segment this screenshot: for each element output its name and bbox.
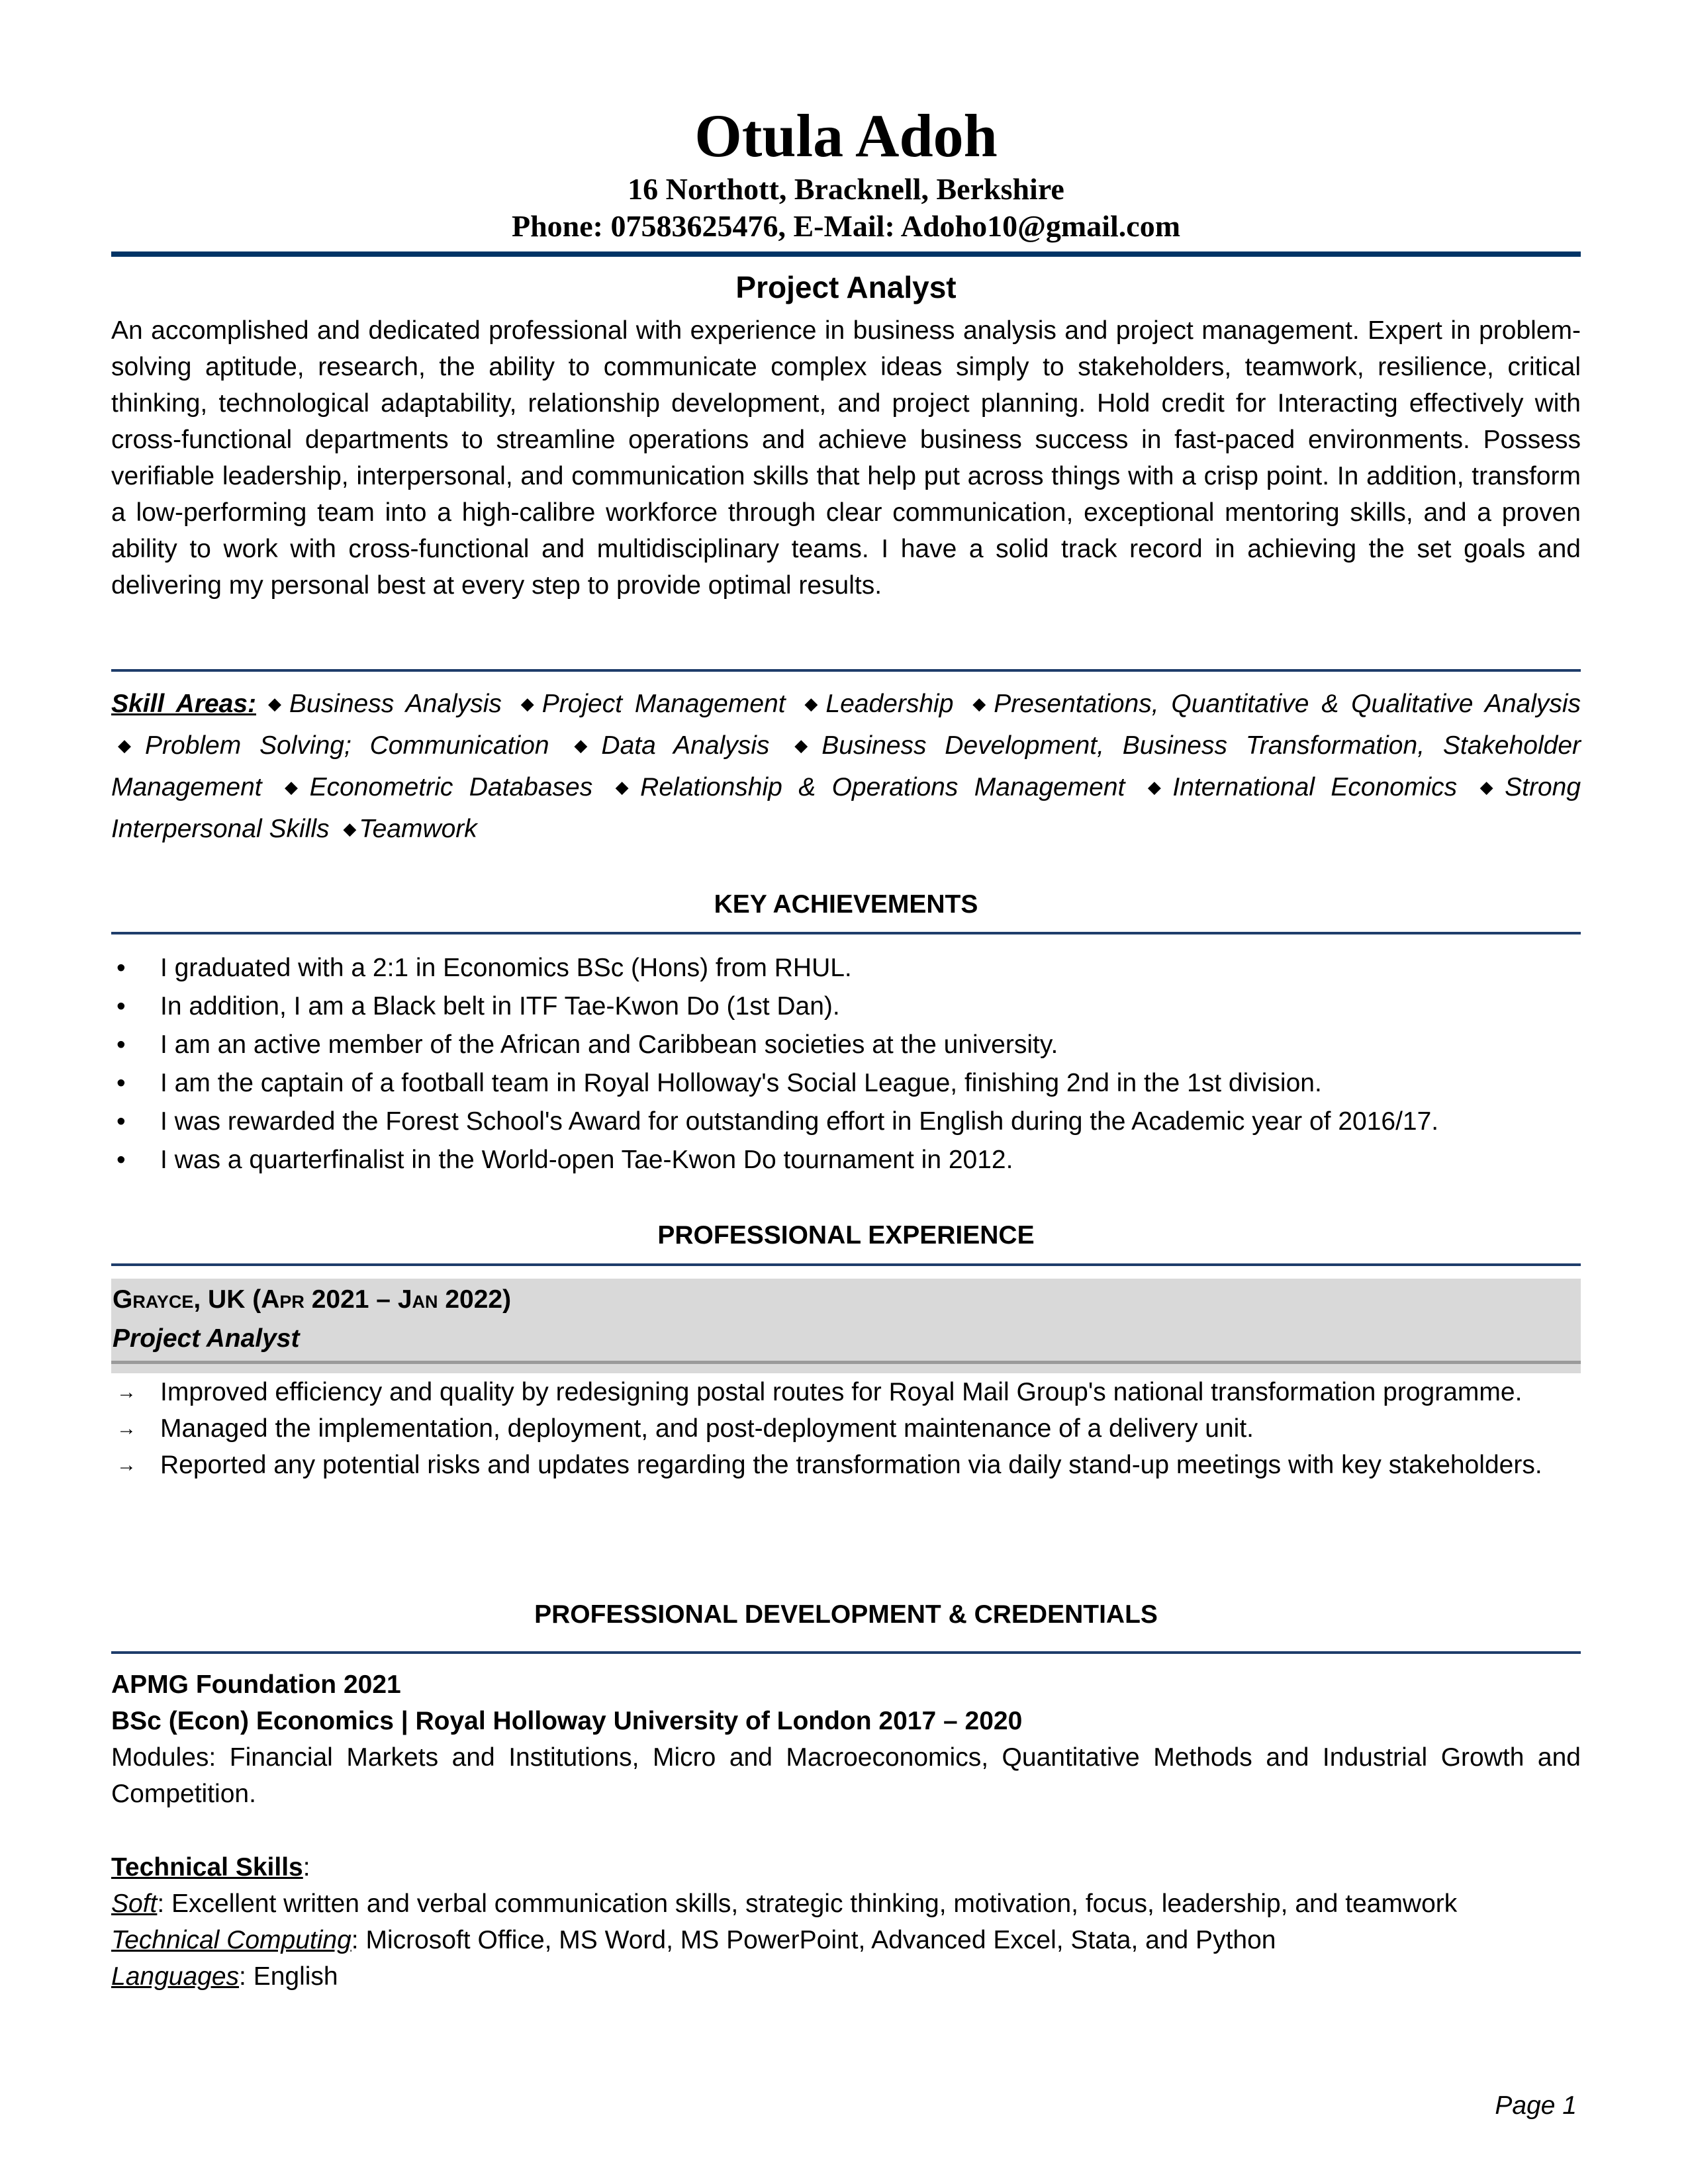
achievement-text: I was a quarterfinalist in the World-open Tae-Kwon Do tournament in 2012. bbox=[160, 1146, 1013, 1174]
summary-divider bbox=[111, 669, 1581, 672]
achievements-divider bbox=[111, 932, 1581, 934]
modules: Modules: Financial Markets and Institutions, Micro and Macroeconomics, Quantitative Methods and Industrial Growth and Competition. bbox=[111, 1743, 1581, 1808]
achievement-text: I am an active member of the African and Caribbean societies at the university. bbox=[160, 1030, 1058, 1059]
diamond-bullet-icon: ◆ bbox=[804, 694, 823, 713]
achievement-item bbox=[111, 1064, 1581, 1103]
bullet-icon: • bbox=[117, 1069, 126, 1097]
skill-item: Presentations, Quantitative & Qualitative Analysis bbox=[994, 690, 1581, 718]
languages-label: Languages bbox=[111, 1962, 240, 1991]
bullet-icon: • bbox=[117, 954, 126, 982]
experience-item bbox=[111, 1410, 1581, 1447]
computing-skills: Microsoft Office, MS Word, MS PowerPoint, Advanced Excel, Stata, and Python bbox=[365, 1926, 1276, 1954]
soft-skills: Excellent written and verbal communication skills, strategic thinking, motivation, focus, leadership, and teamwork bbox=[171, 1889, 1458, 1918]
diamond-bullet-icon: ◆ bbox=[1479, 777, 1503, 797]
skill-item: Strong Interpersonal Skills bbox=[111, 773, 1581, 843]
diamond-bullet-icon: ◆ bbox=[1147, 777, 1170, 797]
bullet-icon: • bbox=[117, 992, 126, 1021]
skill-item: Teamwork bbox=[359, 815, 477, 843]
achievements-heading: KEY ACHIEVEMENTS bbox=[714, 890, 978, 919]
achievements-list bbox=[111, 949, 1581, 1179]
diamond-bullet-icon: ◆ bbox=[118, 735, 142, 755]
diamond-bullet-icon: ◆ bbox=[285, 777, 307, 797]
languages: English bbox=[253, 1962, 338, 1991]
technical-skills: Technical Skills: Soft: Excellent written and verbal communication skills, strategic thinking, motivation, focus, leadership, and teamwork Technical Computing: Microsoft Office, MS Word, MS PowerPoint, Advanced Excel, Stata, and Python Languages: English bbox=[111, 1853, 1458, 1991]
bullet-icon: • bbox=[117, 1146, 126, 1174]
skill-item: International Economics bbox=[1172, 773, 1458, 801]
soft-label: Soft bbox=[111, 1889, 158, 1918]
diamond-bullet-icon: ◆ bbox=[574, 735, 599, 755]
experience-text: Reported any potential risks and updates regarding the transformation via daily stand-up meetings with key stakeholders. bbox=[160, 1451, 1542, 1479]
diamond-bullet-icon: ◆ bbox=[343, 819, 357, 839]
achievement-item bbox=[111, 949, 1581, 987]
computing-label: Technical Computing bbox=[111, 1926, 352, 1954]
development-divider bbox=[111, 1651, 1581, 1654]
skill-item: Business Analysis bbox=[289, 690, 502, 718]
certification: APMG Foundation 2021 bbox=[111, 1670, 401, 1699]
summary: An accomplished and dedicated professional with experience in business analysis and project management. Expert in problem-solving aptitude, research, the ability to communicate complex ideas simply to stakeholders, teamwork, resilience, critical thinking, technological adaptability, relationship development, and project planning. Hold credit for Interacting effectively with cross-functional departments to streamline operations and achieve business success in fast-paced environments. Possess verifiable leadership, interpersonal, and communication skills that help put across things with a crisp point. In addition, transform a low-performing team into a high-calibre workforce through clear communication, exceptional mentoring skills, and a proven ability to work with cross-functional and multidisciplinary teams. I have a solid track record in achieving the set goals and delivering my personal best at every step to provide optimal results. bbox=[111, 316, 1581, 600]
address: 16 Northott, Bracknell, Berkshire bbox=[628, 172, 1064, 206]
diamond-bullet-icon: ◆ bbox=[972, 694, 992, 713]
arrow-icon: → bbox=[117, 1381, 136, 1403]
skill-item: Data Analysis bbox=[601, 731, 770, 760]
arrow-icon: → bbox=[117, 1454, 136, 1476]
skill-areas bbox=[111, 683, 1581, 850]
technical-skills-heading: Technical Skills bbox=[111, 1853, 303, 1882]
page-number: Page 1 bbox=[1495, 2091, 1577, 2120]
arrow-icon: → bbox=[117, 1418, 136, 1439]
experience-divider bbox=[111, 1263, 1581, 1266]
development-section bbox=[111, 1666, 1581, 1812]
skill-item: Business Development, Business Transformation, Stakeholder Management bbox=[111, 731, 1581, 801]
achievement-item bbox=[111, 1026, 1581, 1064]
skill-item: Relationship & Operations Management bbox=[640, 773, 1125, 801]
achievement-text: I was rewarded the Forest School's Award for outstanding effort in English during the Academic year of 2016/17. bbox=[160, 1107, 1439, 1136]
diamond-bullet-icon: ◆ bbox=[615, 777, 638, 797]
experience-text: Managed the implementation, deployment, and post-deployment maintenance of a delivery unit. bbox=[160, 1414, 1254, 1443]
skill-item: Project Management bbox=[541, 690, 786, 718]
skill-item: Leadership bbox=[825, 690, 954, 718]
achievement-text: I am the captain of a football team in Royal Holloway's Social League, finishing 2nd in the 1st division. bbox=[160, 1069, 1322, 1097]
job-role: Project Analyst bbox=[113, 1324, 300, 1353]
experience-heading: PROFESSIONAL EXPERIENCE bbox=[657, 1221, 1035, 1250]
experience-item bbox=[111, 1374, 1581, 1410]
diamond-bullet-icon: ◆ bbox=[794, 735, 820, 755]
achievement-item bbox=[111, 1103, 1581, 1141]
experience-item bbox=[111, 1447, 1581, 1483]
diamond-bullet-icon: ◆ bbox=[263, 694, 287, 713]
job-header bbox=[111, 1279, 1581, 1373]
company-text: Grayce, UK (Apr 2021 – Jan 2022) bbox=[113, 1285, 512, 1314]
header-divider bbox=[111, 251, 1581, 257]
achievement-item bbox=[111, 987, 1581, 1026]
achievement-text: I graduated with a 2:1 in Economics BSc (Hons) from RHUL. bbox=[160, 954, 852, 982]
experience-text: Improved efficiency and quality by redesigning postal routes for Royal Mail Group's national transformation programme. bbox=[160, 1378, 1523, 1406]
diamond-bullet-icon: ◆ bbox=[520, 694, 539, 713]
skill-item: Econometric Databases bbox=[309, 773, 593, 801]
job-header-bar bbox=[111, 1361, 1581, 1364]
candidate-name: Otula Adoh bbox=[694, 102, 998, 169]
development-heading: PROFESSIONAL DEVELOPMENT & CREDENTIALS bbox=[534, 1600, 1158, 1629]
achievement-item bbox=[111, 1141, 1581, 1179]
bullet-icon: • bbox=[117, 1107, 126, 1136]
company-line bbox=[111, 1279, 1581, 1318]
job-title: Project Analyst bbox=[735, 270, 957, 304]
skill-areas-label: Skill Areas: bbox=[111, 690, 256, 718]
skill-item: Problem Solving; Communication bbox=[145, 731, 549, 760]
contact-info: Phone: 07583625476, E-Mail: Adoho10@gmail.com bbox=[511, 209, 1181, 243]
bullet-icon: • bbox=[117, 1030, 126, 1059]
experience-bullets bbox=[111, 1374, 1581, 1483]
achievement-text: In addition, I am a Black belt in ITF Tae-Kwon Do (1st Dan). bbox=[160, 992, 840, 1021]
degree: BSc (Econ) Economics | Royal Holloway University of London 2017 – 2020 bbox=[111, 1707, 1023, 1735]
